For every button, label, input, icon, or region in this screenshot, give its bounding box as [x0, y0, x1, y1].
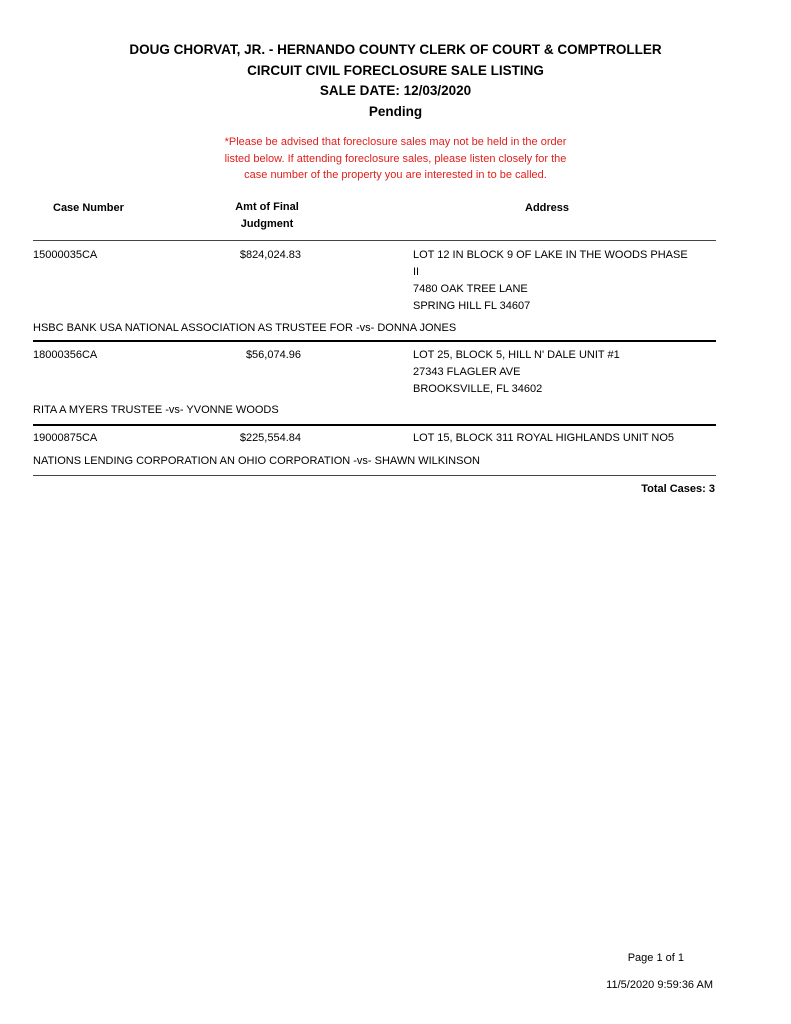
total-cases-label: Total Cases: — [641, 483, 706, 495]
notice-line: case number of the property you are interested in to be called. — [244, 169, 547, 181]
county-clerk-title: DOUG CHORVAT, JR. - HERNANDO COUNTY CLERK OF COURT & COMPTROLLER — [129, 42, 662, 57]
judgment-amount: $56,074.96 — [245, 349, 301, 361]
address-line: LOT 12 IN BLOCK 9 OF LAKE IN THE WOODS PHASE — [413, 249, 688, 261]
column-header-case-number: Case Number — [53, 202, 124, 214]
address-line: SPRING HILL FL 34607 — [413, 300, 531, 312]
judgment-amount: $225,554.84 — [239, 432, 301, 444]
case-parties: HSBC BANK USA NATIONAL ASSOCIATION AS TRUSTEE FOR -vs- DONNA JONES — [33, 322, 457, 334]
column-header-amount: Amt of Final Judgment — [235, 201, 299, 230]
notice-line: *Please be advised that foreclosure sales may not be held in the order — [224, 136, 567, 148]
column-header-address: Address — [525, 202, 570, 214]
total-cases-value: 3 — [708, 483, 715, 495]
sale-date: SALE DATE: 12/03/2020 — [319, 83, 472, 98]
page-number: Page 1 of 1 — [627, 952, 684, 964]
generated-timestamp: 11/5/2020 9:59:36 AM — [606, 979, 713, 991]
judgment-amount: $824,024.83 — [239, 249, 301, 261]
address-line: LOT 15, BLOCK 311 ROYAL HIGHLANDS UNIT NO5 — [413, 432, 675, 444]
case-number: 15000035CA — [33, 249, 98, 261]
case-parties: NATIONS LENDING CORPORATION AN OHIO CORPORATION -vs- SHAWN WILKINSON — [33, 455, 480, 467]
total-cases — [560, 481, 715, 498]
case-divider — [33, 424, 716, 426]
sale-order-notice — [0, 134, 791, 184]
status-label: Pending — [368, 103, 423, 119]
address-line: LOT 25, BLOCK 5, HILL N' DALE UNIT #1 — [413, 349, 620, 361]
property-address — [413, 347, 620, 398]
total-divider — [33, 475, 716, 476]
property-address — [413, 430, 674, 447]
header-divider — [33, 240, 716, 241]
address-line: II — [413, 266, 420, 278]
address-line: 7480 OAK TREE LANE — [413, 283, 528, 295]
report-header — [0, 40, 791, 122]
case-divider — [33, 340, 716, 342]
case-number: 18000356CA — [33, 349, 98, 361]
case-parties: RITA A MYERS TRUSTEE -vs- YVONNE WOODS — [33, 404, 279, 416]
address-line: BROOKSVILLE, FL 34602 — [413, 383, 543, 395]
property-address — [413, 247, 688, 315]
address-line: 27343 FLAGLER AVE — [413, 366, 521, 378]
notice-line: listed below. If attending foreclosure sales, please listen closely for the — [224, 152, 567, 165]
listing-title: CIRCUIT CIVIL FORECLOSURE SALE LISTING — [247, 62, 544, 78]
case-number: 19000875CA — [33, 432, 98, 444]
